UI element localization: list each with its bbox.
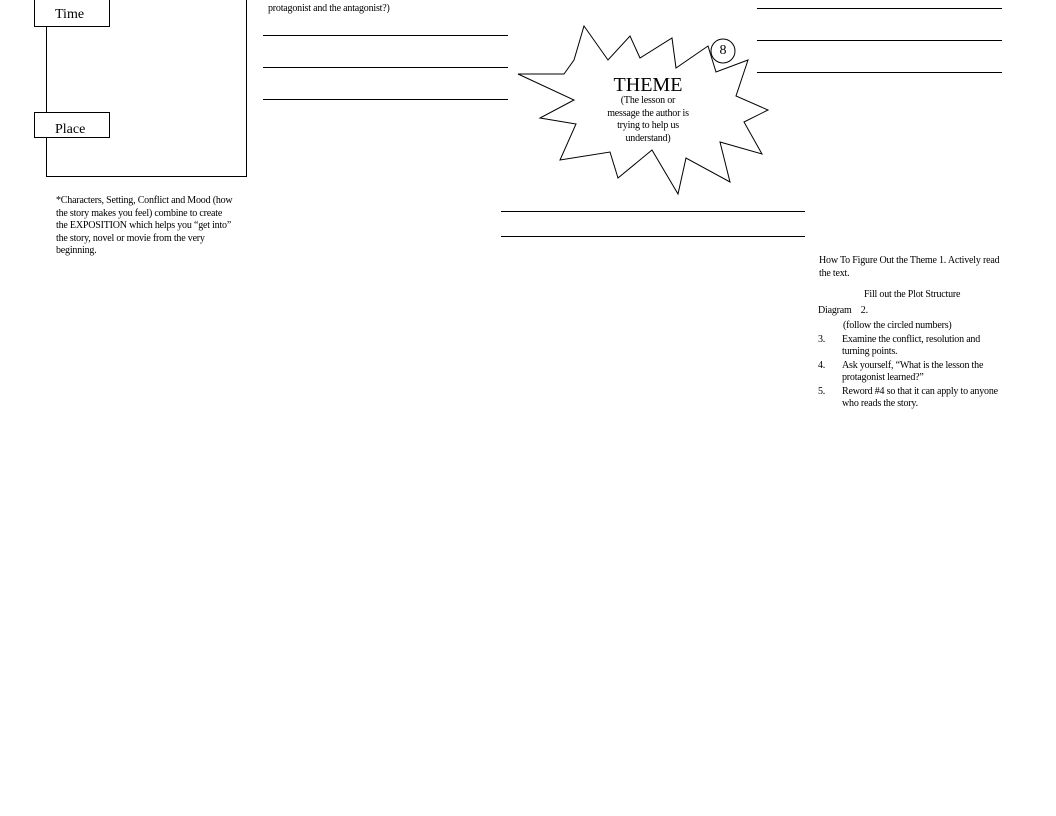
- howto-step-text: Ask yourself, “What is the lesson the protagonist learned?”: [842, 359, 984, 383]
- howto-step2-line3: (follow the circled numbers): [843, 320, 952, 331]
- theme-subtitle: (The lesson or message the author is trying to help us understand): [607, 95, 689, 144]
- howto-step-number: 4.: [818, 359, 826, 371]
- theme-answer-line-2: [501, 236, 805, 237]
- howto-step: [818, 360, 1008, 385]
- howto-step-number: 5.: [818, 385, 826, 397]
- howto-step-text: Reword #4 so that it can apply to anyone who reads the story.: [842, 385, 998, 409]
- theme-answer-line-1: [501, 211, 805, 212]
- exposition-note: *Characters, Setting, Conflict and Mood (how the story makes you feel) combine to create the EXPOSITION which helps you “get into” the story, novel or movie from the very beginning.: [56, 195, 233, 256]
- howto-step-number: 3.: [818, 333, 826, 345]
- time-label: Time: [55, 7, 85, 22]
- howto-intro: How To Figure Out the Theme 1. Actively read the text.: [819, 255, 1000, 279]
- howto-section: [818, 255, 1008, 411]
- howto-step2-line1: Fill out the Plot Structure: [864, 289, 961, 300]
- howto-step: [818, 386, 1008, 411]
- howto-step-text: Examine the conflict, resolution and turning points.: [842, 333, 981, 357]
- place-label: Place: [55, 122, 86, 137]
- conflict-question-tail: protagonist and the antagonist?): [268, 3, 390, 14]
- howto-steps-list: [818, 334, 1008, 411]
- theme-title: THEME: [613, 74, 683, 96]
- step-8-number: 8: [719, 43, 727, 58]
- howto-step2-line2: Diagram 2.: [818, 304, 868, 316]
- howto-step: [818, 334, 1008, 359]
